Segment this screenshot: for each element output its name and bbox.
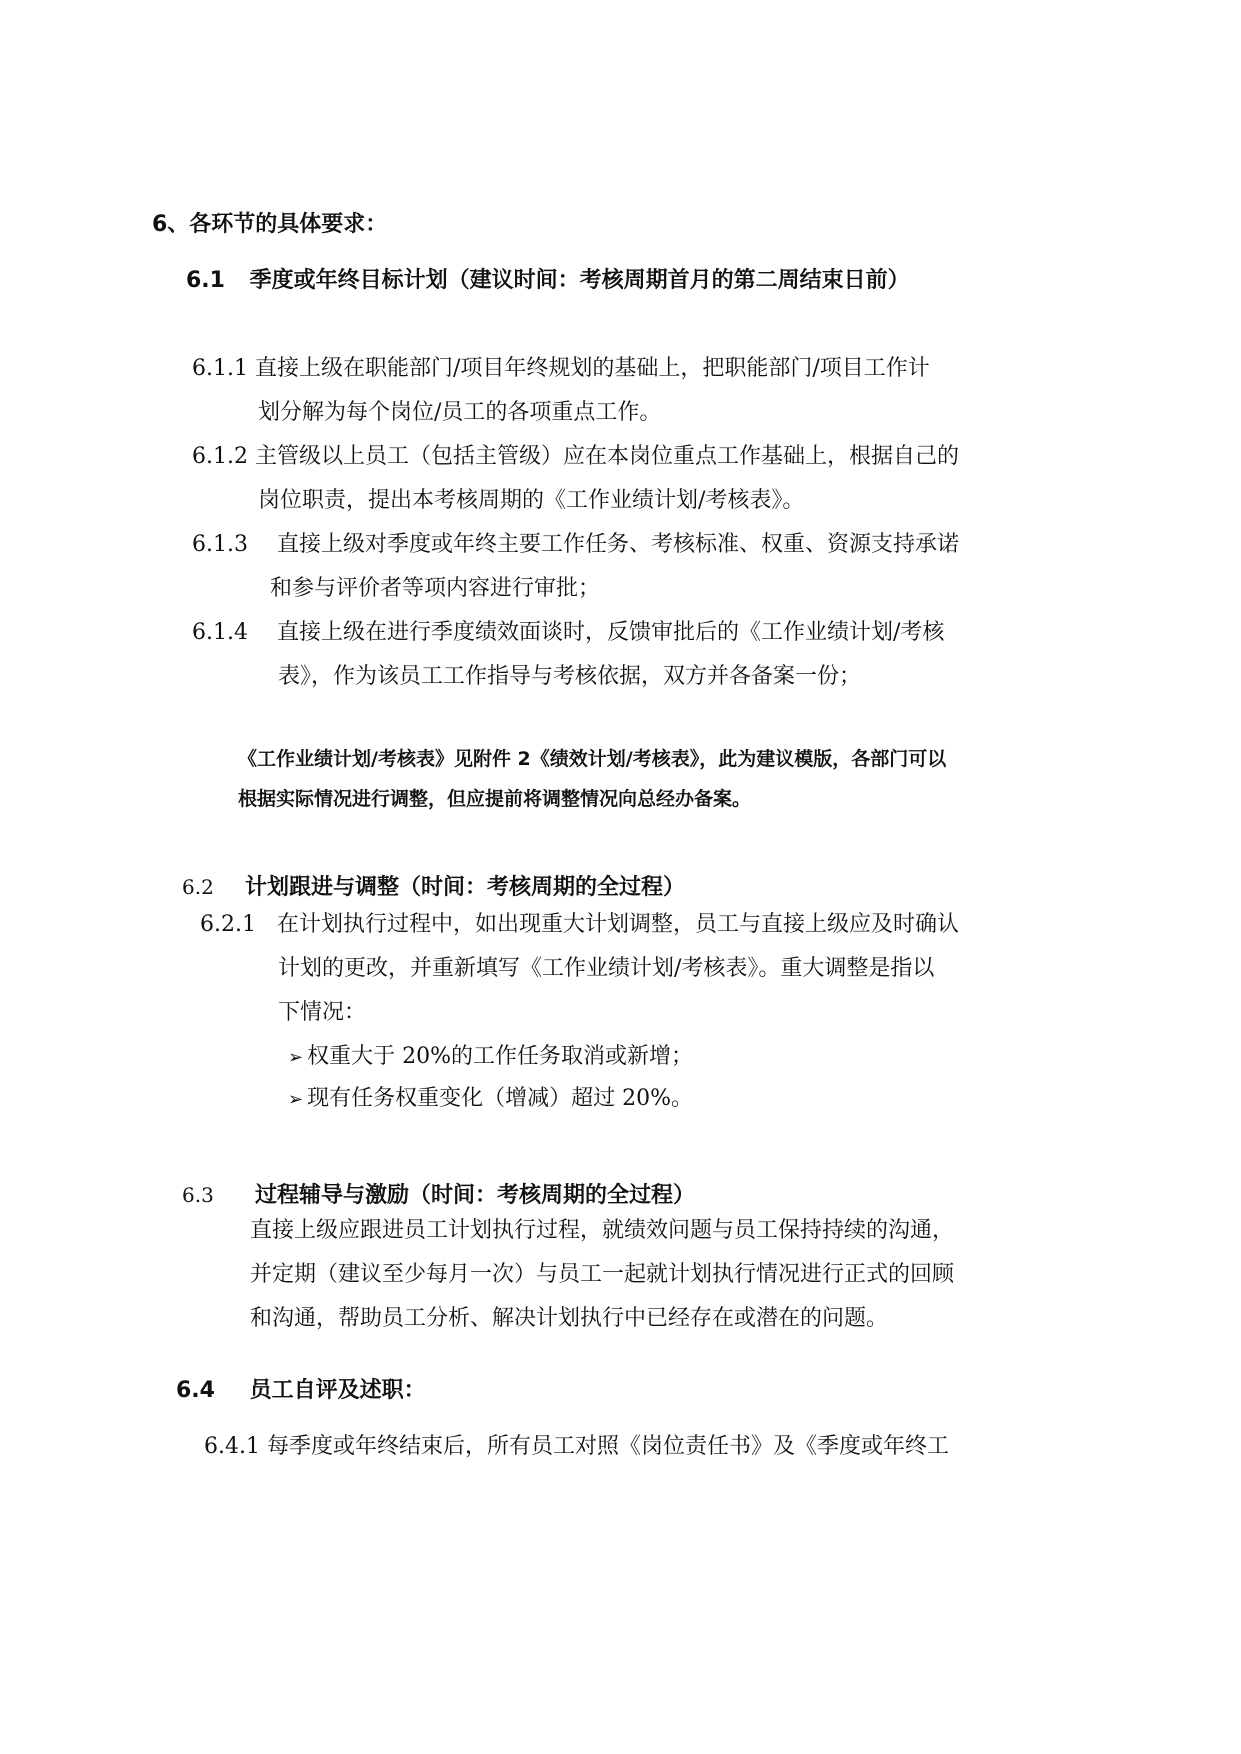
item-number: 6.1.4 [192, 620, 248, 645]
subsection-6-4-heading [176, 1376, 426, 1406]
item-text: 划分解为每个岗位/员工的各项重点工作。 [258, 400, 662, 425]
item-6-1-2 [192, 442, 959, 472]
paragraph-6-3-line-3 [250, 1304, 888, 1334]
item-text: 主管级以上员工（包括主管级）应在本岗位重点工作基础上，根据自己的 [254, 444, 959, 469]
item-6-1-4-cont [278, 662, 861, 692]
note-text: 《工作业绩计划/考核表》见附件 2《绩效计划/考核表》，此为建议模版，各部门可以 [238, 748, 947, 770]
paragraph-text: 并定期（建议至少每月一次）与员工一起就计划执行情况进行正式的回顾 [250, 1262, 955, 1287]
item-text: 下情况： [278, 1000, 367, 1025]
item-6-4-1 [204, 1432, 949, 1462]
bullet-text: 权重大于 20%的工作任务取消或新增； [307, 1044, 693, 1069]
paragraph-text: 和沟通，帮助员工分析、解决计划执行中已经存在或潜在的问题。 [250, 1306, 889, 1331]
subsection-6-1-heading [186, 266, 910, 296]
item-number: 6.2.1 [200, 912, 256, 937]
paragraph-6-3-line-1 [250, 1216, 954, 1246]
subsection-number: 6.2 [182, 875, 214, 899]
subsection-6-2-heading [182, 872, 685, 903]
subsection-title: 员工自评及述职： [249, 1378, 426, 1403]
item-text: 直接上级在职能部门/项目年终规划的基础上，把职能部门/项目工作计 [254, 356, 930, 381]
arrow-bullet-icon: ➢ [288, 1047, 304, 1068]
item-text: 表》，作为该员工工作指导与考核依据，双方并各备案一份； [278, 664, 862, 689]
item-text: 直接上级在进行季度绩效面谈时，反馈审批后的《工作业绩计划/考核 [277, 620, 945, 645]
item-6-1-1 [192, 354, 930, 384]
subsection-title: 过程辅导与激励（时间：考核周期的全过程） [255, 1183, 696, 1208]
paragraph-6-3-line-2 [250, 1260, 954, 1290]
subsection-6-3-heading [182, 1180, 695, 1211]
item-6-1-2-cont [258, 486, 804, 516]
paragraph-text: 直接上级应跟进员工计划执行过程，就绩效问题与员工保持持续的沟通， [250, 1218, 955, 1243]
arrow-bullet-icon: ➢ [288, 1089, 304, 1110]
section-heading [152, 210, 387, 240]
item-text: 计划的更改，并重新填写《工作业绩计划/考核表》。重大调整是指以 [278, 956, 935, 981]
item-number: 6.1.3 [192, 532, 248, 557]
item-6-2-1-cont-1 [278, 954, 934, 984]
item-number: 6.1.2 [192, 444, 248, 469]
item-text: 和参与评价者等项内容进行审批； [270, 576, 601, 601]
note-line-2 [238, 784, 751, 814]
note-text: 根据实际情况进行调整，但应提前将调整情况向总经办备案。 [238, 788, 752, 810]
item-6-1-1-cont [258, 398, 661, 428]
item-number: 6.1.1 [192, 356, 248, 381]
subsection-number: 6.3 [182, 1183, 214, 1207]
item-6-1-3-cont [270, 574, 600, 604]
note-line-1 [238, 744, 946, 774]
subsection-number: 6.1 [186, 268, 225, 293]
subsection-title: 季度或年终目标计划（建议时间：考核周期首月的第二周结束日前） [249, 268, 910, 293]
item-6-1-4 [192, 618, 944, 648]
item-text: 岗位职责，提出本考核周期的《工作业绩计划/考核表》。 [258, 488, 805, 513]
subsection-number: 6.4 [176, 1378, 215, 1403]
item-text: 在计划执行过程中，如出现重大计划调整，员工与直接上级应及时确认 [277, 912, 960, 937]
item-6-2-1-cont-2 [278, 998, 366, 1028]
item-text: 每季度或年终结束后，所有员工对照《岗位责任书》及《季度或年终工 [266, 1434, 949, 1459]
bullet-text: 现有任务权重变化（增减）超过 20%。 [307, 1086, 693, 1111]
item-6-1-3 [192, 530, 959, 560]
bullet-item [288, 1084, 693, 1115]
section-heading-text: 6、各环节的具体要求： [152, 212, 388, 237]
item-number: 6.4.1 [204, 1434, 260, 1459]
item-text: 直接上级对季度或年终主要工作任务、考核标准、权重、资源支持承诺 [277, 532, 960, 557]
subsection-title: 计划跟进与调整（时间：考核周期的全过程） [245, 875, 686, 900]
item-6-2-1 [200, 910, 959, 940]
bullet-item [288, 1042, 693, 1073]
